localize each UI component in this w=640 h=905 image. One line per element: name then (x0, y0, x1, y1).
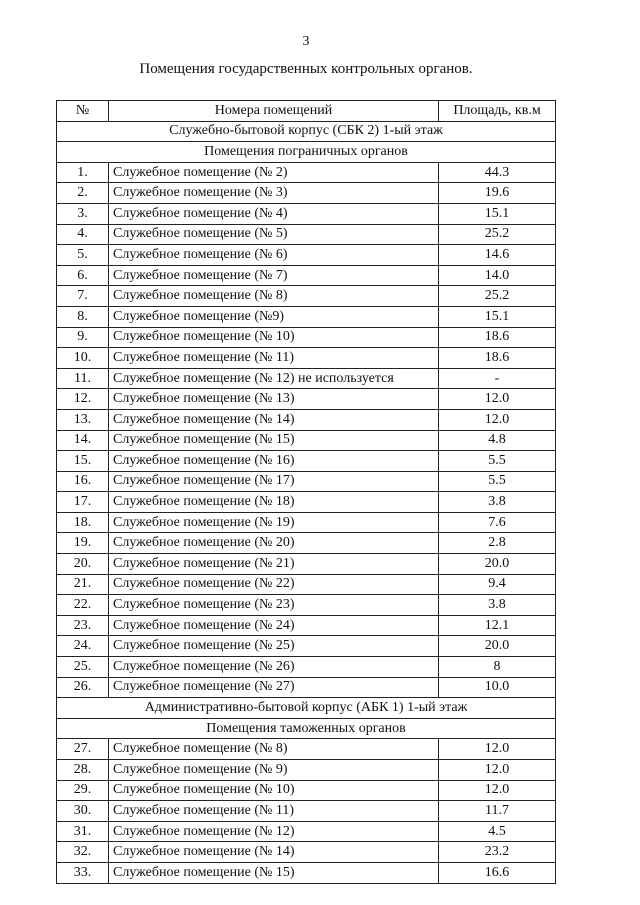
room-area: 25.2 (439, 224, 556, 245)
table-row (57, 245, 556, 266)
table-row (57, 801, 556, 822)
room-name: Служебное помещение (№9) (109, 306, 439, 327)
room-name: Служебное помещение (№ 8) (109, 286, 439, 307)
room-name: Служебное помещение (№ 16) (109, 451, 439, 472)
room-area: 18.6 (439, 348, 556, 369)
room-name: Служебное помещение (№ 20) (109, 533, 439, 554)
room-name: Служебное помещение (№ 24) (109, 615, 439, 636)
room-area: 25.2 (439, 286, 556, 307)
section-group-row (57, 718, 556, 739)
room-area: 4.8 (439, 430, 556, 451)
table-row (57, 203, 556, 224)
table-row (57, 842, 556, 863)
room-area: 20.0 (439, 554, 556, 575)
room-area: 12.0 (439, 760, 556, 781)
table-row (57, 389, 556, 410)
room-name: Служебное помещение (№ 15) (109, 430, 439, 451)
table-row (57, 739, 556, 760)
room-area: 16.6 (439, 862, 556, 883)
room-name: Служебное помещение (№ 27) (109, 677, 439, 698)
table-row (57, 492, 556, 513)
table-row (57, 409, 556, 430)
row-number: 18. (57, 512, 109, 533)
room-area: 5.5 (439, 471, 556, 492)
room-area: 18.6 (439, 327, 556, 348)
room-area: 15.1 (439, 203, 556, 224)
room-name: Служебное помещение (№ 11) (109, 348, 439, 369)
row-number: 26. (57, 677, 109, 698)
row-number: 23. (57, 615, 109, 636)
table-row (57, 183, 556, 204)
room-name: Служебное помещение (№ 2) (109, 162, 439, 183)
room-name: Служебное помещение (№ 15) (109, 862, 439, 883)
room-name: Служебное помещение (№ 17) (109, 471, 439, 492)
row-number: 6. (57, 265, 109, 286)
room-area: 15.1 (439, 306, 556, 327)
table-row (57, 821, 556, 842)
room-name: Служебное помещение (№ 12) (109, 821, 439, 842)
section-building-row (57, 121, 556, 142)
row-number: 22. (57, 595, 109, 616)
table-row (57, 224, 556, 245)
room-name: Служебное помещение (№ 6) (109, 245, 439, 266)
room-area: 10.0 (439, 677, 556, 698)
section-building-row (57, 698, 556, 719)
header-num: № (57, 101, 109, 122)
row-number: 25. (57, 657, 109, 678)
table-row (57, 512, 556, 533)
room-name: Служебное помещение (№ 5) (109, 224, 439, 245)
room-name: Служебное помещение (№ 23) (109, 595, 439, 616)
room-name: Служебное помещение (№ 11) (109, 801, 439, 822)
room-area: 5.5 (439, 451, 556, 472)
row-number: 13. (57, 409, 109, 430)
room-name: Служебное помещение (№ 10) (109, 327, 439, 348)
table-row (57, 265, 556, 286)
room-area: 44.3 (439, 162, 556, 183)
section-group-row (57, 142, 556, 163)
room-name: Служебное помещение (№ 9) (109, 760, 439, 781)
room-name: Служебное помещение (№ 12) не используется (109, 368, 439, 389)
room-area: 12.0 (439, 389, 556, 410)
room-name: Служебное помещение (№ 21) (109, 554, 439, 575)
table-row (57, 368, 556, 389)
row-number: 29. (57, 780, 109, 801)
page-number: 3 (302, 34, 310, 49)
room-area: 14.0 (439, 265, 556, 286)
row-number: 7. (57, 286, 109, 307)
table-row (57, 862, 556, 883)
rooms-table (56, 100, 556, 884)
room-area: 11.7 (439, 801, 556, 822)
row-number: 9. (57, 327, 109, 348)
table-row (57, 615, 556, 636)
table-row (57, 327, 556, 348)
row-number: 30. (57, 801, 109, 822)
row-number: 15. (57, 451, 109, 472)
table-row (57, 657, 556, 678)
table-row (57, 348, 556, 369)
room-area: 12.1 (439, 615, 556, 636)
table-row (57, 533, 556, 554)
row-number: 5. (57, 245, 109, 266)
row-number: 31. (57, 821, 109, 842)
row-number: 1. (57, 162, 109, 183)
room-name: Служебное помещение (№ 13) (109, 389, 439, 410)
room-name: Служебное помещение (№ 22) (109, 574, 439, 595)
room-name: Служебное помещение (№ 4) (109, 203, 439, 224)
room-area: 12.0 (439, 739, 556, 760)
row-number: 21. (57, 574, 109, 595)
table-row (57, 636, 556, 657)
row-number: 17. (57, 492, 109, 513)
row-number: 10. (57, 348, 109, 369)
room-area: 23.2 (439, 842, 556, 863)
row-number: 16. (57, 471, 109, 492)
room-name: Служебное помещение (№ 10) (109, 780, 439, 801)
table-row (57, 451, 556, 472)
room-name: Служебное помещение (№ 14) (109, 842, 439, 863)
row-number: 11. (57, 368, 109, 389)
table-row (57, 760, 556, 781)
table-row (57, 306, 556, 327)
room-area: 14.6 (439, 245, 556, 266)
room-name: Служебное помещение (№ 19) (109, 512, 439, 533)
row-number: 32. (57, 842, 109, 863)
table-row (57, 574, 556, 595)
room-area: 12.0 (439, 780, 556, 801)
room-name: Служебное помещение (№ 26) (109, 657, 439, 678)
room-area: 4.5 (439, 821, 556, 842)
section-building-title: Служебно-бытовой корпус (СБК 2) 1-ый этаж (57, 121, 556, 142)
row-number: 12. (57, 389, 109, 410)
room-area: 12.0 (439, 409, 556, 430)
row-number: 20. (57, 554, 109, 575)
room-area: 19.6 (439, 183, 556, 204)
row-number: 4. (57, 224, 109, 245)
room-area: 9.4 (439, 574, 556, 595)
row-number: 14. (57, 430, 109, 451)
room-area: - (439, 368, 556, 389)
section-building-title: Административно-бытовой корпус (АБК 1) 1-ый этаж (57, 698, 556, 719)
header-area: Площадь, кв.м (439, 101, 556, 122)
room-name: Служебное помещение (№ 25) (109, 636, 439, 657)
table-row (57, 780, 556, 801)
room-name: Служебное помещение (№ 18) (109, 492, 439, 513)
room-name: Служебное помещение (№ 3) (109, 183, 439, 204)
table-row (57, 286, 556, 307)
room-area: 2.8 (439, 533, 556, 554)
room-area: 3.8 (439, 492, 556, 513)
row-number: 19. (57, 533, 109, 554)
room-area: 3.8 (439, 595, 556, 616)
room-area: 8 (439, 657, 556, 678)
row-number: 33. (57, 862, 109, 883)
table-row (57, 430, 556, 451)
row-number: 8. (57, 306, 109, 327)
row-number: 27. (57, 739, 109, 760)
header-name: Номера помещений (109, 101, 439, 122)
page-title: Помещения государственных контрольных органов. (139, 61, 473, 77)
room-area: 7.6 (439, 512, 556, 533)
table-row (57, 471, 556, 492)
rooms-table-body (57, 121, 556, 883)
room-area: 20.0 (439, 636, 556, 657)
table-header-row (57, 101, 556, 122)
room-name: Служебное помещение (№ 14) (109, 409, 439, 430)
room-name: Служебное помещение (№ 8) (109, 739, 439, 760)
section-group-title: Помещения таможенных органов (57, 718, 556, 739)
row-number: 3. (57, 203, 109, 224)
table-row (57, 554, 556, 575)
row-number: 24. (57, 636, 109, 657)
table-row (57, 677, 556, 698)
row-number: 28. (57, 760, 109, 781)
row-number: 2. (57, 183, 109, 204)
section-group-title: Помещения пограничных органов (57, 142, 556, 163)
table-row (57, 595, 556, 616)
table-row (57, 162, 556, 183)
room-name: Служебное помещение (№ 7) (109, 265, 439, 286)
